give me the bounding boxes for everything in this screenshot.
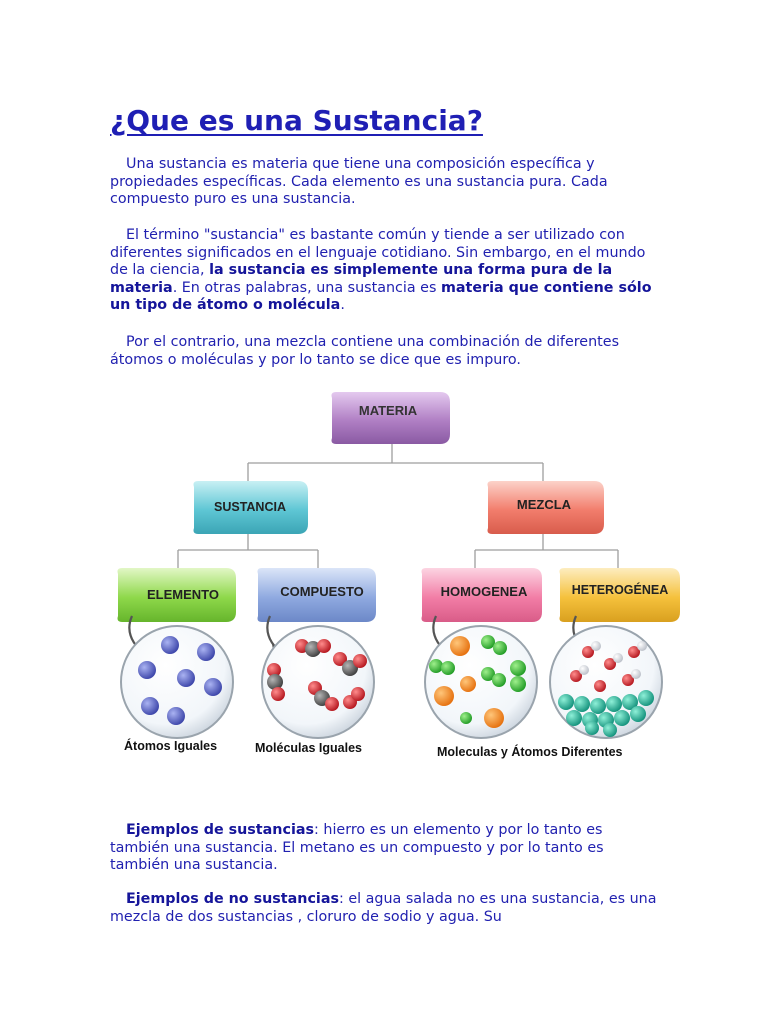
node-sustancia: [194, 481, 309, 534]
element-circle: [121, 626, 233, 738]
page-title: ¿Que es una Sustancia?: [110, 104, 483, 137]
heterogeneous-mixture-circle: [550, 626, 662, 738]
paragraph-text: Por el contrario, una mezcla contiene una combinación de diferentes átomos o moléculas y por lo tanto se dice que es impuro.: [110, 334, 620, 368]
paragraph-text: .: [340, 297, 345, 313]
paragraph-text: : el agua salada no es una sustancia, es una mezcla de dos sustancias , cloruro de sodio y agua. Su: [110, 891, 657, 925]
caption-atoms: Átomos Iguales: [124, 739, 218, 753]
paragraph-text: El término "sustancia" es bastante común y tiende a ser utilizado con diferentes significados en el lenguaje cotidiano. Sin embargo, en el mundo de la ciencia,: [110, 227, 646, 278]
paragraph-non-examples: [110, 891, 662, 926]
homogeneous-mixture-circle: [425, 626, 537, 738]
paragraph-text: . En otras palabras, una sustancia es: [172, 279, 441, 296]
paragraph-term: [110, 227, 662, 315]
node-label: HETEROGÉNEA: [571, 583, 669, 597]
bold-phrase: Ejemplos de no sustancias: [126, 891, 339, 907]
node-label: SUSTANCIA: [214, 500, 286, 514]
caption-molecules: Moléculas Iguales: [255, 741, 362, 755]
bold-phrase: materia que contiene sólo un tipo de átomo o molécula: [110, 279, 652, 313]
bold-phrase: Ejemplos de sustancias: [126, 822, 315, 838]
node-label: ELEMENTO: [147, 587, 219, 602]
node-label: COMPUESTO: [280, 584, 364, 599]
node-compuesto: [258, 568, 377, 622]
paragraph-mixture: [110, 334, 662, 369]
node-label: MEZCLA: [516, 497, 572, 512]
paragraph-text: : hierro es un elemento y por lo tanto es también una sustancia. El metano es un compuesto y por lo tanto es también una sustancia.: [110, 822, 604, 873]
node-heterogenea: [560, 568, 681, 622]
bold-phrase: la sustancia es simplemente una forma pura de la materia: [110, 262, 613, 296]
node-label: HOMOGENEA: [440, 584, 528, 599]
node-mezcla: [488, 481, 605, 534]
paragraph-definition: [110, 156, 662, 209]
node-label: MATERIA: [358, 403, 418, 418]
caption-mixture: Moleculas y Átomos Diferentes: [437, 745, 623, 759]
paragraph-text: Una sustancia es materia que tiene una composición específica y propiedades específicas. Cada elemento es una sustancia pura. Cada compuesto puro es una sustancia.: [110, 156, 608, 207]
node-elemento: [118, 568, 237, 622]
compound-circle: [262, 626, 374, 738]
matter-classification-diagram: [110, 384, 680, 769]
node-homogenea: [422, 568, 543, 622]
paragraph-examples: [110, 822, 662, 875]
node-materia: [332, 392, 451, 444]
